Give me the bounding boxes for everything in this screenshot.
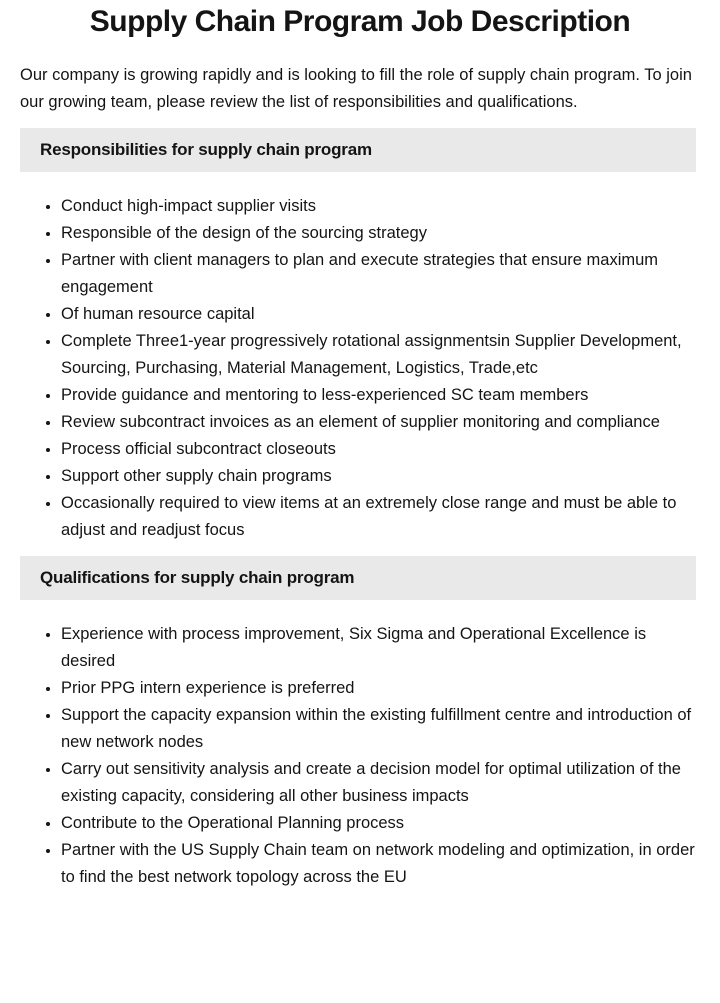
page-title: Supply Chain Program Job Description [89, 5, 631, 38]
job-section [0, 556, 720, 891]
list-item: • Support the capacity expansion within the existing fulfillment centre and introduction of new network nodes [61, 702, 696, 756]
section-heading-band [20, 556, 696, 600]
list-item: • Partner with client managers to plan and execute strategies that ensure maximum engagement [61, 247, 696, 301]
section-heading-text: Responsibilities for supply chain program [40, 140, 372, 159]
list-item: • Conduct high-impact supplier visits [61, 193, 696, 220]
list-item: • Contribute to the Operational Planning process [61, 810, 696, 837]
sections-container [0, 128, 720, 891]
list-item: • Provide guidance and mentoring to less-experienced SC team members [61, 382, 696, 409]
list-item: • Support other supply chain programs [61, 463, 696, 490]
list-item: • Carry out sensitivity analysis and create a decision model for optimal utilization of the existing capacity, considering all other business impacts [61, 756, 696, 810]
section-list [0, 193, 696, 544]
list-item: • Complete Three1-year progressively rotational assignmentsin Supplier Development, Sourcing, Purchasing, Material Management, Logistics, Trade,etc [61, 328, 696, 382]
list-item: • Prior PPG intern experience is preferred [61, 675, 696, 702]
list-item: • Responsible of the design of the sourcing strategy [61, 220, 696, 247]
list-item: • Process official subcontract closeouts [61, 436, 696, 463]
list-item: • Occasionally required to view items at an extremely close range and must be able to adjust and readjust focus [61, 490, 696, 544]
section-list [0, 621, 696, 891]
section-heading-text: Qualifications for supply chain program [40, 568, 355, 587]
intro-paragraph: Our company is growing rapidly and is looking to fill the role of supply chain program. To join our growing team, please review the list of responsibilities and qualifications. [20, 66, 692, 111]
job-section [0, 128, 720, 544]
list-item: • Partner with the US Supply Chain team on network modeling and optimization, in order to find the best network topology across the EU [61, 837, 696, 891]
section-heading-band [20, 128, 696, 172]
list-item: • Experience with process improvement, Six Sigma and Operational Excellence is desired [61, 621, 696, 675]
list-item: • Of human resource capital [61, 301, 696, 328]
list-item: • Review subcontract invoices as an element of supplier monitoring and compliance [61, 409, 696, 436]
